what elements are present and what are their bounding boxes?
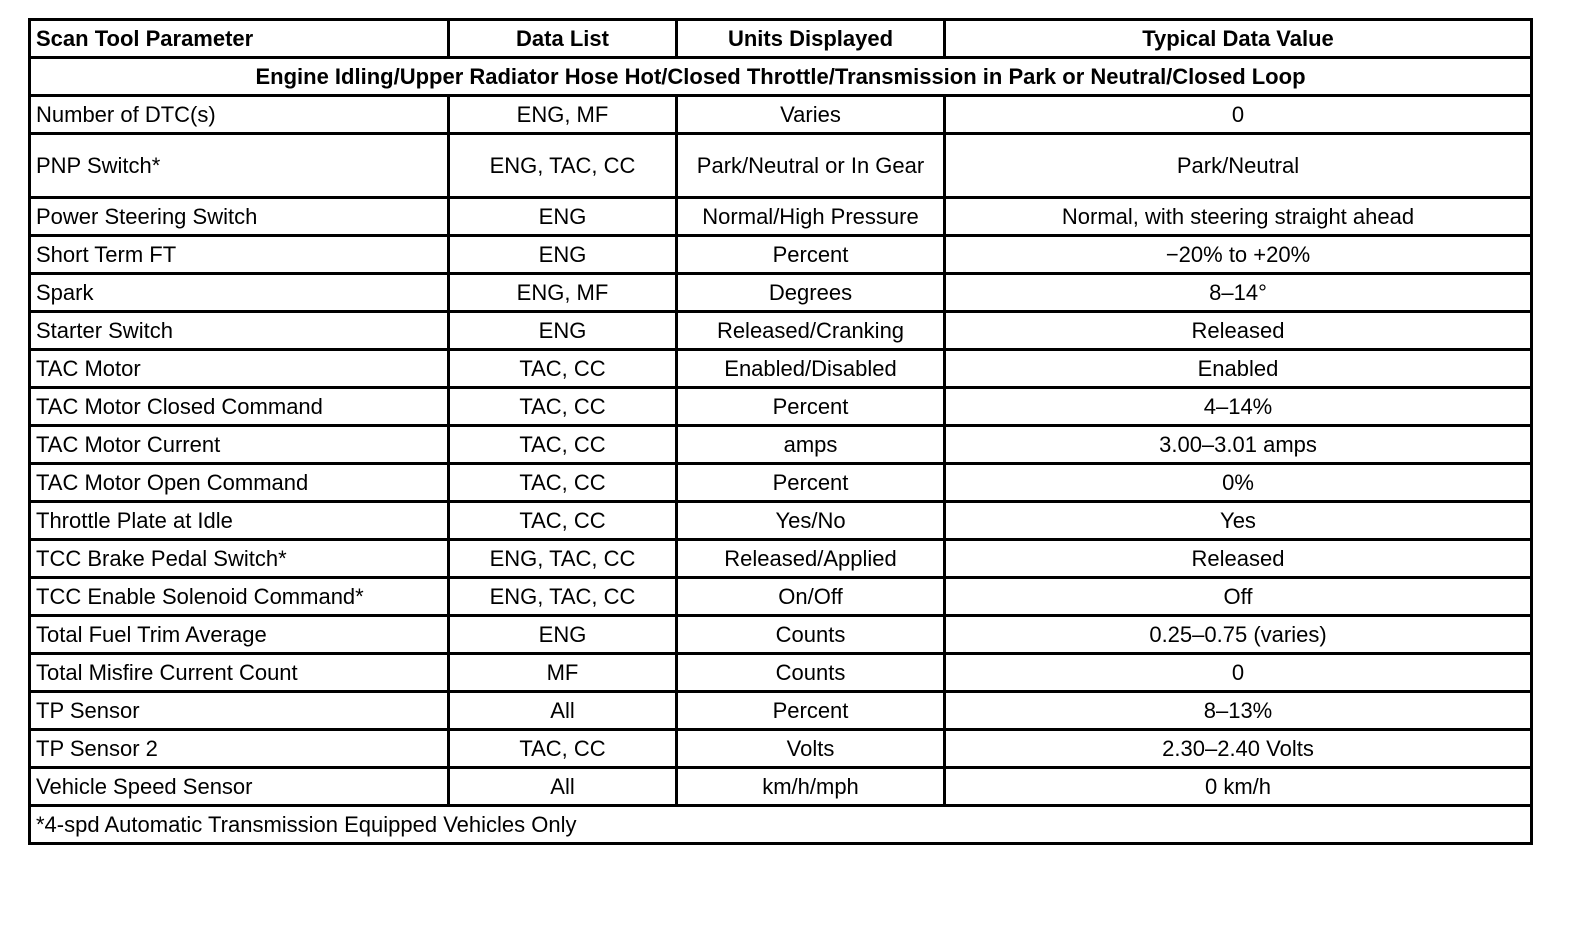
data-list-cell: TAC, CC	[449, 426, 677, 464]
units-cell: Yes/No	[677, 502, 945, 540]
table-row	[30, 692, 1532, 730]
units-cell: Park/Neutral or In Gear	[677, 134, 945, 198]
units-cell: Percent	[677, 692, 945, 730]
table-row	[30, 312, 1532, 350]
typical-value-cell: 3.00–3.01 amps	[945, 426, 1532, 464]
parameter-cell: TCC Enable Solenoid Command*	[30, 578, 449, 616]
scan-tool-data-table	[28, 18, 1533, 845]
parameter-cell: TP Sensor 2	[30, 730, 449, 768]
table-row	[30, 654, 1532, 692]
data-list-cell: ENG, MF	[449, 96, 677, 134]
typical-value-cell: 2.30–2.40 Volts	[945, 730, 1532, 768]
data-list-cell: TAC, CC	[449, 388, 677, 426]
parameter-cell: Starter Switch	[30, 312, 449, 350]
table-row	[30, 96, 1532, 134]
table-row	[30, 134, 1532, 198]
typical-value-cell: 0	[945, 654, 1532, 692]
typical-value-cell: Enabled	[945, 350, 1532, 388]
units-cell: On/Off	[677, 578, 945, 616]
data-list-cell: ENG, TAC, CC	[449, 578, 677, 616]
typical-value-cell: Released	[945, 312, 1532, 350]
parameter-cell: Vehicle Speed Sensor	[30, 768, 449, 806]
parameter-cell: Total Misfire Current Count	[30, 654, 449, 692]
units-cell: km/h/mph	[677, 768, 945, 806]
data-list-cell: ENG	[449, 616, 677, 654]
parameter-cell: TAC Motor Current	[30, 426, 449, 464]
table-row	[30, 274, 1532, 312]
units-cell: Percent	[677, 464, 945, 502]
header-row	[30, 20, 1532, 58]
data-list-cell: TAC, CC	[449, 502, 677, 540]
data-list-cell: ENG	[449, 236, 677, 274]
units-cell: Percent	[677, 236, 945, 274]
table-row	[30, 768, 1532, 806]
operating-condition: Engine Idling/Upper Radiator Hose Hot/Closed Throttle/Transmission in Park or Neutral/Closed Loop	[30, 58, 1532, 96]
typical-value-cell: Off	[945, 578, 1532, 616]
data-list-cell: TAC, CC	[449, 464, 677, 502]
units-cell: amps	[677, 426, 945, 464]
table-row	[30, 578, 1532, 616]
data-list-cell: ENG	[449, 198, 677, 236]
parameter-cell: Short Term FT	[30, 236, 449, 274]
typical-value-cell: −20% to +20%	[945, 236, 1532, 274]
table-row	[30, 464, 1532, 502]
data-list-cell: All	[449, 768, 677, 806]
footnote-row	[30, 806, 1532, 844]
units-cell: Volts	[677, 730, 945, 768]
parameter-cell: Throttle Plate at Idle	[30, 502, 449, 540]
typical-value-cell: 0.25–0.75 (varies)	[945, 616, 1532, 654]
data-list-cell: TAC, CC	[449, 730, 677, 768]
header-data-list: Data List	[449, 20, 677, 58]
typical-value-cell: Released	[945, 540, 1532, 578]
condition-row	[30, 58, 1532, 96]
units-cell: Normal/High Pressure	[677, 198, 945, 236]
table-row	[30, 198, 1532, 236]
parameter-cell: TCC Brake Pedal Switch*	[30, 540, 449, 578]
parameter-cell: Number of DTC(s)	[30, 96, 449, 134]
units-cell: Released/Applied	[677, 540, 945, 578]
table-row	[30, 730, 1532, 768]
data-list-cell: MF	[449, 654, 677, 692]
typical-value-cell: 8–14°	[945, 274, 1532, 312]
parameter-cell: Power Steering Switch	[30, 198, 449, 236]
table-row	[30, 426, 1532, 464]
header-units: Units Displayed	[677, 20, 945, 58]
table-row	[30, 616, 1532, 654]
table-row	[30, 236, 1532, 274]
units-cell: Enabled/Disabled	[677, 350, 945, 388]
data-list-cell: ENG, TAC, CC	[449, 134, 677, 198]
typical-value-cell: 4–14%	[945, 388, 1532, 426]
parameter-cell: TP Sensor	[30, 692, 449, 730]
data-list-cell: All	[449, 692, 677, 730]
table-row	[30, 350, 1532, 388]
header-parameter: Scan Tool Parameter	[30, 20, 449, 58]
table-row	[30, 388, 1532, 426]
parameter-cell: TAC Motor Closed Command	[30, 388, 449, 426]
typical-value-cell: 0 km/h	[945, 768, 1532, 806]
data-list-cell: ENG, MF	[449, 274, 677, 312]
parameter-cell: Total Fuel Trim Average	[30, 616, 449, 654]
typical-value-cell: Park/Neutral	[945, 134, 1532, 198]
units-cell: Percent	[677, 388, 945, 426]
parameter-cell: TAC Motor	[30, 350, 449, 388]
units-cell: Varies	[677, 96, 945, 134]
parameter-cell: Spark	[30, 274, 449, 312]
units-cell: Degrees	[677, 274, 945, 312]
table-row	[30, 540, 1532, 578]
table-row	[30, 502, 1532, 540]
header-typical-value: Typical Data Value	[945, 20, 1532, 58]
typical-value-cell: 0%	[945, 464, 1532, 502]
data-list-cell: TAC, CC	[449, 350, 677, 388]
parameter-cell: TAC Motor Open Command	[30, 464, 449, 502]
data-list-cell: ENG	[449, 312, 677, 350]
typical-value-cell: Normal, with steering straight ahead	[945, 198, 1532, 236]
typical-value-cell: Yes	[945, 502, 1532, 540]
units-cell: Counts	[677, 616, 945, 654]
typical-value-cell: 0	[945, 96, 1532, 134]
units-cell: Released/Cranking	[677, 312, 945, 350]
units-cell: Counts	[677, 654, 945, 692]
footnote: *4-spd Automatic Transmission Equipped Vehicles Only	[30, 806, 1532, 844]
data-list-cell: ENG, TAC, CC	[449, 540, 677, 578]
parameter-cell: PNP Switch*	[30, 134, 449, 198]
typical-value-cell: 8–13%	[945, 692, 1532, 730]
